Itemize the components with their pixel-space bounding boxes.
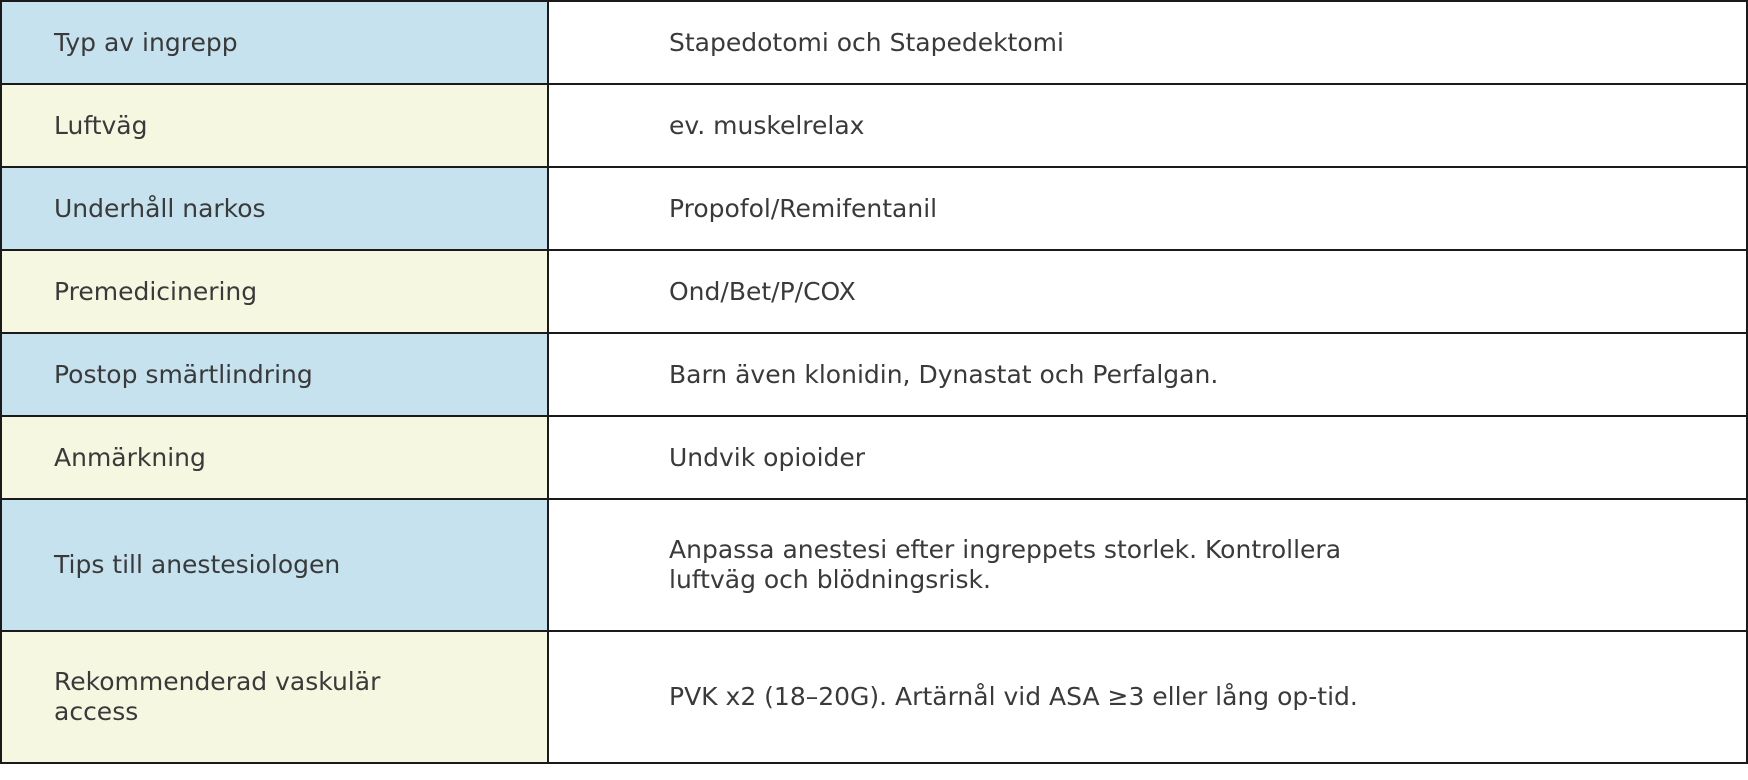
row-value-remark: Undvik opioider <box>548 416 1747 499</box>
table-row <box>1 333 1747 416</box>
table-row <box>1 250 1747 333</box>
table-row <box>1 499 1747 631</box>
table-row <box>1 416 1747 499</box>
row-value-maintenance-anesthesia: Propofol/Remifentanil <box>548 167 1747 250</box>
row-value-airway: ev. muskelrelax <box>548 84 1747 167</box>
row-value-vascular-access: PVK x2 (18–20G). Artärnål vid ASA ≥3 eller lång op-tid. <box>548 631 1747 763</box>
row-label-remark: Anmärkning <box>1 416 548 499</box>
row-label-airway: Luftväg <box>1 84 548 167</box>
row-value-premedication: Ond/Bet/P/COX <box>548 250 1747 333</box>
vascular-access-label-text: Rekommenderad vaskulär access <box>54 667 381 726</box>
row-value-postop-pain-relief: Barn även klonidin, Dynastat och Perfalgan. <box>548 333 1747 416</box>
tips-text: Anpassa anestesi efter ingreppets storlek. Kontrollera luftväg och blödningsrisk. <box>669 535 1342 594</box>
table-row <box>1 167 1747 250</box>
row-label-maintenance-anesthesia: Underhåll narkos <box>1 167 548 250</box>
row-label-postop-pain-relief: Postop smärtlindring <box>1 333 548 416</box>
row-value-anesthesiologist-tips <box>548 499 1747 631</box>
row-value-procedure-type: Stapedotomi och Stapedektomi <box>548 1 1747 84</box>
row-label-anesthesiologist-tips: Tips till anestesiologen <box>1 499 548 631</box>
table-row <box>1 84 1747 167</box>
row-label-procedure-type: Typ av ingrepp <box>1 1 548 84</box>
table-row <box>1 1 1747 84</box>
row-label-premedication: Premedicinering <box>1 250 548 333</box>
row-label-vascular-access <box>1 631 548 763</box>
table-row <box>1 631 1747 763</box>
